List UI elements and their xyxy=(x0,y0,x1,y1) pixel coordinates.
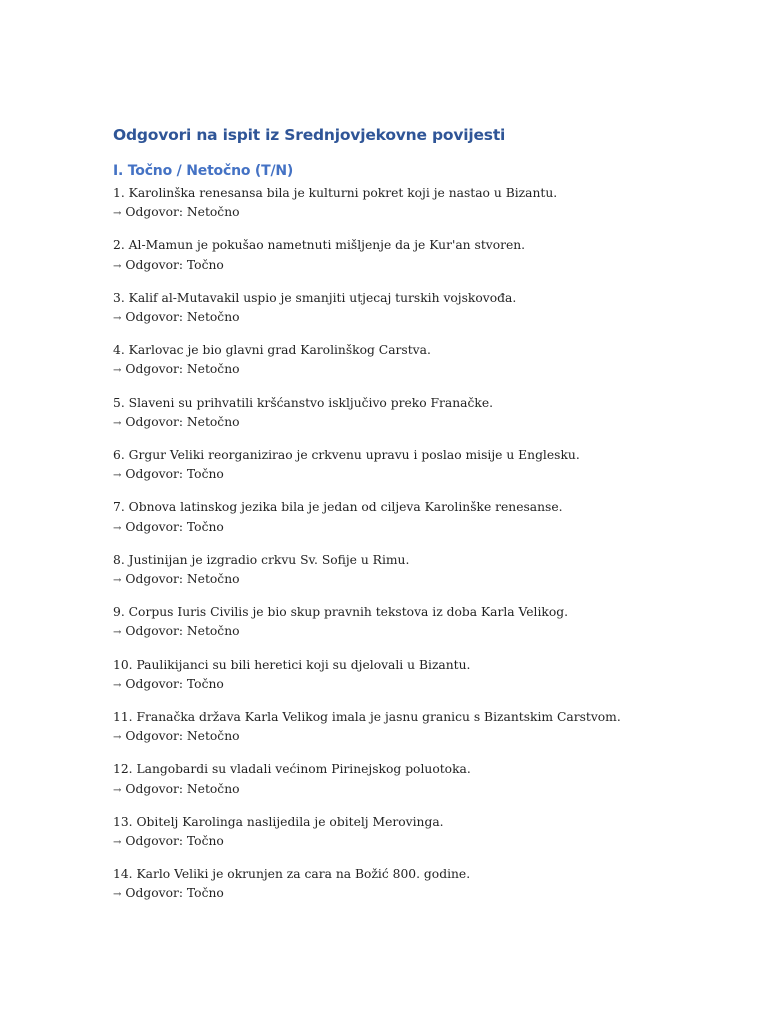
list-item xyxy=(113,341,713,381)
list-item xyxy=(113,813,713,853)
arrow-right-icon: → xyxy=(113,889,122,901)
answer-line xyxy=(113,203,713,223)
list-item xyxy=(113,394,713,434)
question-text: 7. Obnova latinskog jezika bila je jedan od ciljeva Karolinške renesanse. xyxy=(113,500,563,515)
answer-prefix: Odgovor: xyxy=(125,572,183,587)
answer-prefix: Odgovor: xyxy=(125,676,183,691)
arrow-right-icon: → xyxy=(113,313,122,325)
question-text: 12. Langobardi su vladali većinom Pirinejskog poluotoka. xyxy=(113,762,471,777)
answer-line xyxy=(113,780,713,800)
document-title: Odgovori na ispit iz Srednjovjekovne povijesti xyxy=(113,126,506,144)
answer-prefix: Odgovor: xyxy=(125,310,183,325)
answer-line xyxy=(113,308,713,328)
question-text: 1. Karolinška renesansa bila je kulturni pokret koji je nastao u Bizantu. xyxy=(113,186,558,200)
answer-value: Netočno xyxy=(186,624,240,639)
answer-prefix: Odgovor: xyxy=(125,729,183,744)
answer-value: Netočno xyxy=(186,729,240,744)
answer-prefix: Odgovor: xyxy=(125,833,183,848)
list-item xyxy=(113,289,713,329)
arrow-right-icon: → xyxy=(113,260,122,272)
answer-value: Točno xyxy=(186,833,224,848)
answer-prefix: Odgovor: xyxy=(125,257,183,272)
arrow-right-icon: → xyxy=(113,627,122,639)
answer-prefix: Odgovor: xyxy=(125,624,183,639)
question-text: 11. Franačka država Karla Velikog imala je jasnu granicu s Bizantskim Carstvom. xyxy=(113,709,621,724)
answer-line xyxy=(113,884,713,904)
arrow-right-icon: → xyxy=(113,575,122,587)
list-item xyxy=(113,656,713,696)
answer-prefix: Odgovor: xyxy=(125,781,183,796)
question-text: 4. Karlovac je bio glavni grad Karolinškog Carstva. xyxy=(113,343,431,358)
document-page xyxy=(113,124,713,917)
answer-line xyxy=(113,570,713,590)
arrow-right-icon: → xyxy=(113,470,122,482)
answer-line xyxy=(113,675,713,695)
list-item xyxy=(113,760,713,800)
arrow-right-icon: → xyxy=(113,784,122,796)
list-item xyxy=(113,498,713,538)
question-text: 3. Kalif al-Mutavakil uspio je smanjiti utjecaj turskih vojskovođa. xyxy=(113,290,517,305)
answer-line xyxy=(113,622,713,642)
list-item xyxy=(113,184,713,224)
answer-line xyxy=(113,256,713,276)
arrow-right-icon: → xyxy=(113,732,122,744)
answer-value: Točno xyxy=(186,467,224,482)
question-text: 10. Paulikijanci su bili heretici koji su djelovali u Bizantu. xyxy=(113,657,471,672)
question-text: 9. Corpus Iuris Civilis je bio skup pravnih tekstova iz doba Karla Velikog. xyxy=(113,605,569,620)
answer-value: Netočno xyxy=(186,310,240,325)
answer-value: Točno xyxy=(186,519,224,534)
answer-value: Netočno xyxy=(186,414,240,429)
list-item xyxy=(113,236,713,276)
answer-value: Točno xyxy=(186,886,224,901)
question-text: 5. Slaveni su prihvatili kršćanstvo isključivo preko Franačke. xyxy=(113,395,494,410)
answer-line xyxy=(113,360,713,380)
list-item xyxy=(113,446,713,486)
arrow-right-icon: → xyxy=(113,679,122,691)
list-item xyxy=(113,603,713,643)
answer-value: Netočno xyxy=(186,572,240,587)
answer-prefix: Odgovor: xyxy=(125,414,183,429)
answer-line xyxy=(113,727,713,747)
answer-prefix: Odgovor: xyxy=(125,886,183,901)
question-text: 2. Al-Mamun je pokušao nametnuti mišljenje da je Kur'an stvoren. xyxy=(113,238,526,253)
arrow-right-icon: → xyxy=(113,836,122,848)
list-item xyxy=(113,865,713,905)
answer-value: Netočno xyxy=(186,362,240,377)
arrow-right-icon: → xyxy=(113,522,122,534)
answer-line xyxy=(113,518,713,538)
answer-line xyxy=(113,832,713,852)
answer-prefix: Odgovor: xyxy=(125,205,183,220)
answer-value: Točno xyxy=(186,676,224,691)
list-item xyxy=(113,551,713,591)
list-item xyxy=(113,708,713,748)
arrow-right-icon: → xyxy=(113,417,122,429)
arrow-right-icon: → xyxy=(113,208,122,220)
answer-value: Netočno xyxy=(186,205,240,220)
question-text: 14. Karlo Veliki je okrunjen za cara na Božić 800. godine. xyxy=(113,867,471,882)
question-text: 13. Obitelj Karolinga naslijedila je obitelj Merovinga. xyxy=(113,814,444,829)
answer-prefix: Odgovor: xyxy=(125,467,183,482)
question-text: 6. Grgur Veliki reorganizirao je crkvenu upravu i poslao misije u Englesku. xyxy=(113,447,580,462)
answer-line xyxy=(113,465,713,485)
answer-value: Netočno xyxy=(186,781,240,796)
answer-prefix: Odgovor: xyxy=(125,519,183,534)
answer-line xyxy=(113,413,713,433)
question-text: 8. Justinijan je izgradio crkvu Sv. Sofije u Rimu. xyxy=(113,552,410,567)
section-heading: I. Točno / Netočno (T/N) xyxy=(113,163,294,179)
answer-prefix: Odgovor: xyxy=(125,362,183,377)
question-list xyxy=(113,184,713,905)
arrow-right-icon: → xyxy=(113,365,122,377)
answer-value: Točno xyxy=(186,257,224,272)
